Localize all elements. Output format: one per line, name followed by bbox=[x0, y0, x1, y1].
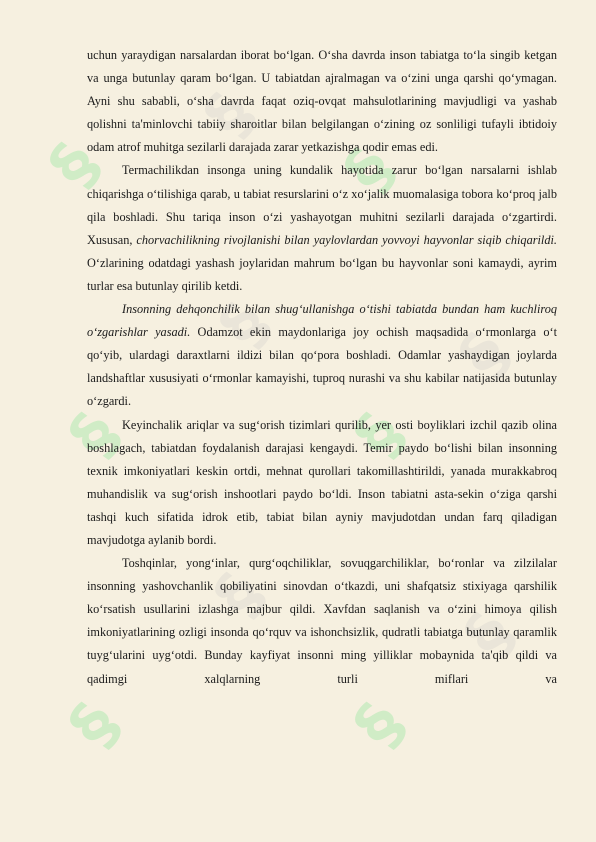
paragraph bbox=[87, 44, 557, 159]
paragraph bbox=[87, 298, 557, 413]
text-run: uchun yaraydigan narsalardan iborat bo‘lgan. O‘sha davrda inson tabiatga to‘la singib ketgan va unga butunlay qaram bo‘lgan. U tabiatdan ajralmagan va o‘zini unga qarshi qo‘ymagan. Ayni shu sababli, o‘sha davrda faqat oziq-ovqat mahsulotlarining mavjudligi va yashab qolishni ta'minlovchi tabiiy sharoitlar bilan belgilangan o‘zining oz sonliligi tufayli ibtidoiy odam atrof muhitga sezilarli darajada zarar yetkazishga qodir emas edi. bbox=[87, 48, 557, 155]
watermark-logo-icon: § bbox=[340, 694, 418, 760]
watermark-logo-icon: § bbox=[55, 694, 133, 760]
watermark-logo-icon: § bbox=[330, 139, 408, 205]
watermark-logo-icon: § bbox=[190, 84, 268, 150]
watermark-logo-icon: § bbox=[340, 404, 418, 470]
document-body bbox=[87, 44, 557, 691]
paragraph bbox=[87, 159, 557, 298]
paragraph bbox=[87, 414, 557, 553]
watermark-logo-icon: § bbox=[200, 564, 278, 630]
text-run: Odamzot ekin maydonlariga joy ochish maqsadida o‘rmonlarga o‘t qo‘yib, ulardagi daraxtlarni ildizi bilan qo‘pora boshladi. Odamlar yashaydigan joylarda landshaftlar xususiyati o‘rmonlar kamayishi, tuproq nurashi va shu kabilar natijasida butunlay o‘zgardi. bbox=[87, 325, 557, 409]
watermark-logo-icon: § bbox=[35, 134, 113, 200]
italic-text-run: chorvachilikning rivojlanishi bilan yaylovlardan yovvoyi hayvonlar siqib chiqarildi. bbox=[136, 232, 557, 247]
text-run: O‘zlarining odatdagi yashash joylaridan mahrum bo‘lgan bu hayvonlar soni kamaydi, ayrim turlar esa butunlay qirilib ketdi. bbox=[87, 255, 557, 293]
paragraph bbox=[87, 552, 557, 691]
text-run: Keyinchalik ariqlar va sug‘orish tizimlari qurilib, yer osti boyliklari izchil qazib olina boshlagach, tabiatdan foydalanish darajasi kengaydi. Temir paydo bo‘lishi bilan insonning texnik imkoniyatlari keskin ortdi, mehnat qurollari takomillashtirildi, yanada murakkabroq muhandislik va sug‘orish inshootlari paydo bo‘ldi. Inson tabiatni asta-sekin o‘ziga qarshi tashqi kuch sifatida idrok etib, tabiat bilan ayniy mavjudotdan undan farq qiladigan mavjudotga aylanib bordi. bbox=[87, 417, 557, 547]
text-run: Toshqinlar, yong‘inlar, qurg‘oqchiliklar, sovuqgarchiliklar, bo‘ronlar va zilzilalar insonning yashovchanlik qobiliyatini sinovdan o‘tkazdi, uni shafqatsiz stixiyaga qarshilik ko‘rsatish usullarini izlashga majbur qildi. Xavfdan saqlanish va o‘zini himoya qilish imkoniyatlarining ozligi insonda qo‘rquv va ishonchsizlik, qudratli tabiatga butunlay qaramlik tuyg‘ularini uyg‘otdi. Bunday kayfiyat insonni ming yilliklar mobaynida ta'qib qildi va qadimgi xalqlarning turli miflari va bbox=[87, 556, 557, 686]
watermark-logo-icon: § bbox=[445, 324, 523, 390]
watermark-logo-icon: § bbox=[450, 604, 528, 670]
watermark-logo-icon: § bbox=[205, 294, 283, 360]
watermark-logo-icon: § bbox=[55, 404, 133, 470]
italic-text-run: Insonning dehqonchilik bilan shug‘ullanishga o‘tishi tabiatda bundan ham kuchliroq o‘zgarishlar yasadi. bbox=[87, 302, 557, 340]
text-run: Termachilikdan insonga uning kundalik hayotida zarur bo‘lgan narsalarni ishlab chiqarishga o‘tilishiga qarab, u tabiat resurslarini o‘z xo‘jalik muomalasiga tobora ko‘proq jalb qila boshladi. Shu tariqa inson o‘zi yashayotgan muhitni sezilarli darajada o‘zgartirdi. Xususan, bbox=[87, 163, 557, 247]
